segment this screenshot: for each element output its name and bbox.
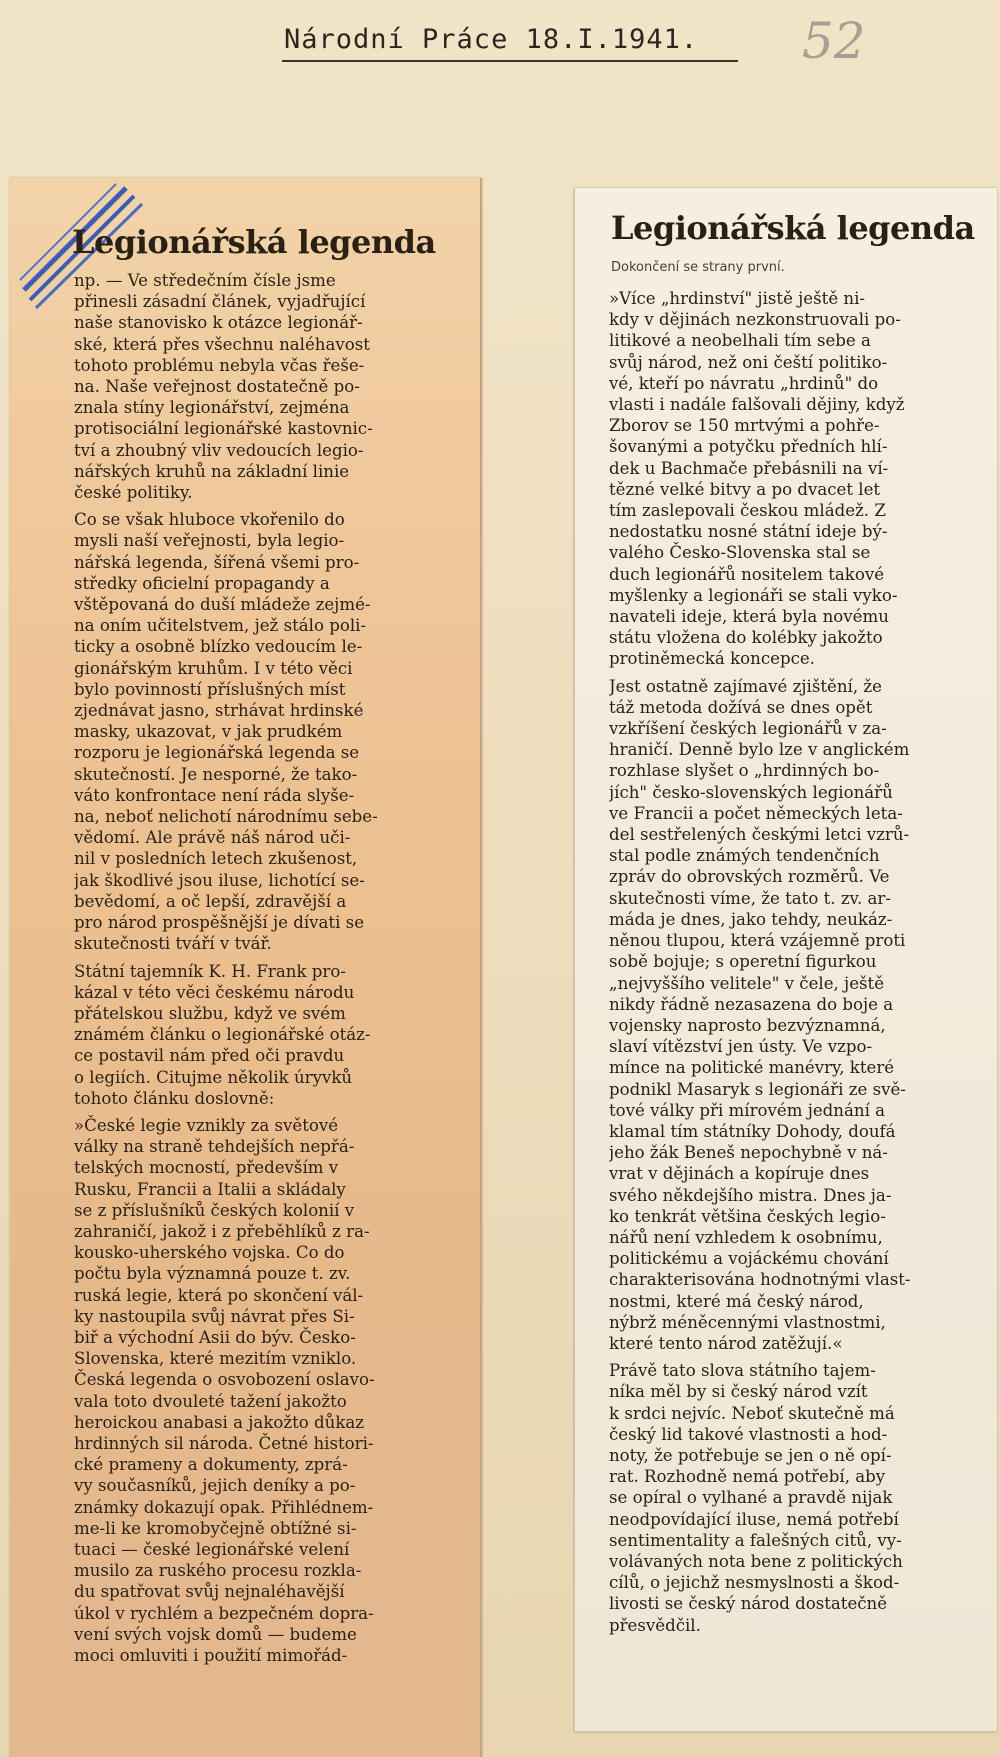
left-text-line: přátelskou službu, když ve svém bbox=[74, 1003, 346, 1023]
left-text-line: na, neboť nelichotí národnímu sebe- bbox=[74, 807, 378, 827]
left-text-line: Česká legenda o osvobození oslavo- bbox=[74, 1370, 375, 1390]
right-text-line: neodpovídající iluse, nemá potřebí bbox=[609, 1509, 899, 1529]
continued-from-note: Dokončení se strany první. bbox=[611, 260, 785, 275]
right-text-line: vé, kteří po návratu „hrdinů" do bbox=[609, 373, 879, 393]
left-text-line: bylo povinností příslušných míst bbox=[74, 679, 346, 699]
left-text-line: středky oficielní propagandy a bbox=[74, 573, 330, 593]
left-text-line: Co se však hluboce vkořenilo do bbox=[74, 510, 345, 530]
left-text-line: tohoto článku doslovně: bbox=[74, 1088, 275, 1108]
right-text-line: které tento národ zatěžují.« bbox=[609, 1333, 843, 1353]
right-text-line: nářů není vzhledem k osobnímu, bbox=[609, 1227, 883, 1247]
left-text-line: počtu byla významná pouze t. zv. bbox=[74, 1264, 351, 1284]
right-text-line: ve Francii a počet německých leta- bbox=[609, 803, 903, 823]
left-text-line: »České legie vznikly za světové bbox=[74, 1115, 339, 1135]
right-text-line: nostmi, které má český národ, bbox=[609, 1291, 864, 1311]
right-article-body bbox=[609, 288, 989, 1636]
right-text-line: něnou tlupou, která vzájemně proti bbox=[609, 931, 906, 951]
right-text-line: myšlenky a legionáři se stali vyko- bbox=[609, 585, 898, 605]
left-text-line: tuaci — české legionářské velení bbox=[74, 1539, 350, 1559]
right-text-line: klamal tím státníky Dohody, doufá bbox=[609, 1121, 896, 1141]
right-text-line: jeho žák Beneš nepochybně v ná- bbox=[609, 1143, 888, 1163]
left-text-line: cké prameny a dokumenty, zprá- bbox=[74, 1455, 348, 1475]
left-text-line: skutečnosti tváří v tvář. bbox=[74, 934, 272, 954]
right-text-line: státu vložena do kolébky jakožto bbox=[609, 628, 883, 648]
right-text-line: k srdci nejvíc. Neboť skutečně má bbox=[609, 1403, 895, 1423]
left-text-line: masky, ukazovat, v jak prudkém bbox=[74, 722, 343, 742]
right-text-line: hraničí. Denně bylo lze v anglickém bbox=[609, 740, 910, 760]
left-text-line: protisociální legionářské kastovnic- bbox=[74, 419, 373, 439]
right-text-line: slaví vítězství jen ústy. Ve vzpo- bbox=[609, 1037, 873, 1057]
left-text-line: kázal v této věci českému národu bbox=[74, 982, 355, 1002]
right-text-line: rat. Rozhodně nemá potřebí, aby bbox=[609, 1467, 886, 1487]
left-text-line: telských mocností, především v bbox=[74, 1158, 339, 1178]
left-text-line: známém článku o legionářské otáz- bbox=[74, 1025, 371, 1045]
right-text-line: »Více „hrdinství" jistě ještě ni- bbox=[609, 289, 866, 308]
right-text-line: svého někdejšího mistra. Dnes ja- bbox=[609, 1185, 892, 1205]
left-text-line: vštěpovaná do duší mládeže zejmé- bbox=[74, 595, 371, 615]
left-text-line: kousko-uherského vojska. Co do bbox=[74, 1243, 345, 1263]
left-text-line: du spatřovat svůj nejnaléhavější bbox=[74, 1582, 345, 1602]
right-text-line: sentimentality a falešných citů, vy- bbox=[609, 1530, 902, 1550]
right-text-line: protiněmecká koncepce. bbox=[609, 649, 815, 669]
left-text-line: rozporu je legionářská legenda se bbox=[74, 743, 360, 763]
right-text-line: skutečnosti víme, že tato t. zv. ar- bbox=[609, 888, 891, 908]
right-text-line: tové války při mírovém jednání a bbox=[609, 1100, 886, 1120]
right-text-line: „nejvyššího velitele" v čele, ještě bbox=[609, 973, 885, 993]
right-text-line: del sestřelených českými letci vzrů- bbox=[609, 825, 910, 845]
right-text-line: duch legionářů nositelem takové bbox=[609, 564, 885, 584]
right-text-line: litikové a neobelhali tím sebe a bbox=[609, 331, 871, 351]
right-text-line: se opíral o vylhané a pravdě nijak bbox=[609, 1488, 893, 1508]
left-text-line: váto konfrontace není ráda slyše- bbox=[74, 785, 355, 805]
right-text-line: tím zaslepovali českou mládež. Z bbox=[609, 501, 886, 521]
right-text-line: táž metoda dožívá se dnes opět bbox=[609, 697, 873, 717]
left-text-line: skutečností. Je nesporné, že tako- bbox=[74, 764, 358, 784]
left-text-line: hrdinných sil národa. Četné histori- bbox=[74, 1433, 374, 1453]
right-text-line: máda je dnes, jako tehdy, neukáz- bbox=[609, 909, 893, 929]
right-text-line: Jest ostatně zajímavé zjištění, že bbox=[609, 676, 882, 696]
left-text-line: bevědomí, a oč lepší, zdravější a bbox=[74, 891, 347, 911]
archive-header bbox=[0, 12, 1000, 78]
right-text-line: dek u Bachmače přebásnili na ví- bbox=[609, 458, 889, 478]
right-text-line: vrat v dějinách a kopíruje dnes bbox=[609, 1164, 870, 1184]
right-text-line: vlasti i nadále falšovali dějiny, když bbox=[609, 395, 905, 415]
right-text-line: noty, že potřebuje se jen o ně opí- bbox=[609, 1445, 892, 1465]
handwritten-page-number: 52 bbox=[802, 12, 866, 70]
left-text-line: nářská legenda, šířená všemi pro- bbox=[74, 552, 360, 572]
left-text-line: Rusku, Francii a Italii a skládaly bbox=[74, 1179, 346, 1199]
left-text-line: jak škodlivé jsou iluse, lichotící se- bbox=[74, 870, 365, 890]
left-text-line: ticky a osobně blízko vedoucím le- bbox=[74, 637, 363, 657]
left-text-line: české politiky. bbox=[74, 483, 193, 503]
right-newspaper-clipping bbox=[574, 188, 997, 1732]
left-text-line: nil v posledních letech zkušenost, bbox=[74, 849, 358, 869]
right-text-line: svůj národ, než oni čeští politiko- bbox=[609, 352, 888, 372]
left-newspaper-clipping bbox=[10, 178, 482, 1757]
right-text-line: nýbrž méněcennými vlastnostmi, bbox=[609, 1312, 886, 1332]
right-text-line: valého Česko-Slovenska stal se bbox=[609, 543, 871, 563]
left-text-line: na oním učitelstvem, jež stálo poli- bbox=[74, 616, 367, 636]
left-headline: Legionářská legenda bbox=[72, 223, 436, 261]
left-text-line: o legiích. Citujme několik úryvků bbox=[74, 1067, 353, 1087]
archive-header-text: Národní Práce 18.I.1941. bbox=[284, 24, 699, 55]
right-text-line: sobě bojuje; s operetní figurkou bbox=[609, 952, 877, 972]
right-text-line: navateli ideje, která byla novému bbox=[609, 607, 889, 627]
right-text-line: zpráv do obrovských rozměrů. Ve bbox=[609, 867, 890, 887]
left-text-line: nářských kruhů na základní linie bbox=[74, 461, 350, 481]
left-text-line: gionářským kruhům. I v této věci bbox=[74, 658, 353, 678]
right-headline: Legionářská legenda bbox=[611, 209, 975, 247]
left-text-line: se z příslušníků českých kolonií v bbox=[74, 1200, 355, 1220]
left-text-line: vala toto dvouleté tažení jakožto bbox=[74, 1391, 347, 1411]
right-text-line: níka měl by si český národ vzít bbox=[609, 1382, 868, 1402]
left-text-line: ruská legie, která po skončení vál- bbox=[74, 1285, 364, 1305]
right-text-line: tězné velké bitvy a po dvacet let bbox=[609, 479, 881, 499]
right-text-line: vojensky naprosto bezvýznamná, bbox=[609, 1015, 886, 1035]
left-text-line: moci omluviti i použití mimořád- bbox=[74, 1646, 348, 1665]
left-text-line: znala stíny legionářství, zejména bbox=[74, 398, 350, 418]
left-text-line: přinesli zásadní článek, vyjadřující bbox=[74, 292, 366, 312]
right-text-line: mínce na politické manévry, které bbox=[609, 1058, 895, 1078]
left-text-line: musilo za ruského procesu rozkla- bbox=[74, 1561, 362, 1581]
right-text-line: cílů, o jejichž nesmyslnosti a škod- bbox=[609, 1573, 900, 1593]
left-text-line: vy současníků, jejich deníky a po- bbox=[74, 1476, 356, 1496]
left-text-line: zjednávat jasno, strhávat hrdinské bbox=[74, 701, 364, 721]
left-text-line: úkol v rychlém a bezpečném dopra- bbox=[74, 1603, 374, 1623]
right-text-line: politickému a vojáckému chování bbox=[609, 1249, 889, 1269]
right-text-line: livosti se český národ dostatečně bbox=[609, 1594, 888, 1614]
left-text-line: pro národ prospěšnější je dívati se bbox=[74, 913, 365, 933]
left-article-body bbox=[74, 270, 464, 1666]
left-text-line: na. Naše veřejnost dostatečně po- bbox=[74, 377, 360, 397]
left-text-line: vení svých vojsk domů — budeme bbox=[74, 1624, 357, 1644]
right-text-line: šovanými a potyčku předních hlí- bbox=[609, 437, 888, 457]
left-text-line: heroickou anabasi a jakožto důkaz bbox=[74, 1412, 365, 1432]
right-text-line: jích" česko-slovenských legionářů bbox=[609, 782, 893, 802]
left-text-line: mysli naší veřejnosti, byla legio- bbox=[74, 531, 345, 551]
right-text-line: český lid takové vlastnosti a hod- bbox=[609, 1424, 888, 1444]
left-text-line: války na straně tehdejších nepřá- bbox=[74, 1137, 355, 1157]
left-text-line: zahraničí, jakož i z přeběhlíků z ra- bbox=[74, 1221, 370, 1241]
right-text-line: stal podle známých tendenčních bbox=[609, 846, 880, 866]
right-text-line: ko tenkrát většina českých legio- bbox=[609, 1206, 886, 1226]
right-text-line: nikdy řádně nezasazena do boje a bbox=[609, 994, 894, 1014]
left-text-line: me-li ke kromobyčejně obtížné si- bbox=[74, 1518, 357, 1538]
left-text-line: ce postavil nám před oči pravdu bbox=[74, 1046, 345, 1066]
right-text-line: volávaných nota bene z politických bbox=[609, 1551, 903, 1571]
right-text-line: podnikl Masaryk s legionáři ze svě- bbox=[609, 1079, 906, 1099]
right-text-line: rozhlase slyšet o „hrdinných bo- bbox=[609, 761, 880, 781]
header-underline bbox=[282, 60, 738, 62]
right-text-line: Zborov se 150 mrtvými a pohře- bbox=[609, 416, 880, 436]
right-text-line: vzkříšení českých legionářů v za- bbox=[609, 719, 887, 739]
left-text-line: Státní tajemník K. H. Frank pro- bbox=[74, 961, 346, 981]
right-text-line: kdy v dějinách nezkonstruovali po- bbox=[609, 310, 901, 330]
left-text-line: Slovenska, které mezitím vzniklo. bbox=[74, 1349, 357, 1369]
right-text-line: Právě tato slova státního tajem- bbox=[609, 1361, 876, 1381]
left-text-line: tví a zhoubný vliv vedoucích legio- bbox=[74, 440, 364, 460]
right-text-line: charakterisována hodnotnými vlast- bbox=[609, 1270, 911, 1290]
left-text-line: známky dokazují opak. Přihlédnem- bbox=[74, 1497, 374, 1517]
left-text-line: ky nastoupila svůj návrat přes Si- bbox=[74, 1306, 355, 1326]
left-text-line: tohoto problému nebyla včas řeše- bbox=[74, 355, 365, 375]
right-text-line: přesvědčil. bbox=[609, 1615, 701, 1635]
left-text-line: np. — Ve středečním čísle jsme bbox=[74, 271, 336, 290]
left-text-line: ské, která přes všechnu naléhavost bbox=[74, 334, 370, 354]
left-text-line: biř a východní Asii do býv. Česko- bbox=[74, 1327, 356, 1347]
left-text-line: vědomí. Ale právě náš národ uči- bbox=[74, 828, 351, 848]
right-text-line: nedostatku nosné státní ideje bý- bbox=[609, 522, 888, 542]
left-text-line: naše stanovisko k otázce legionář- bbox=[74, 313, 363, 333]
